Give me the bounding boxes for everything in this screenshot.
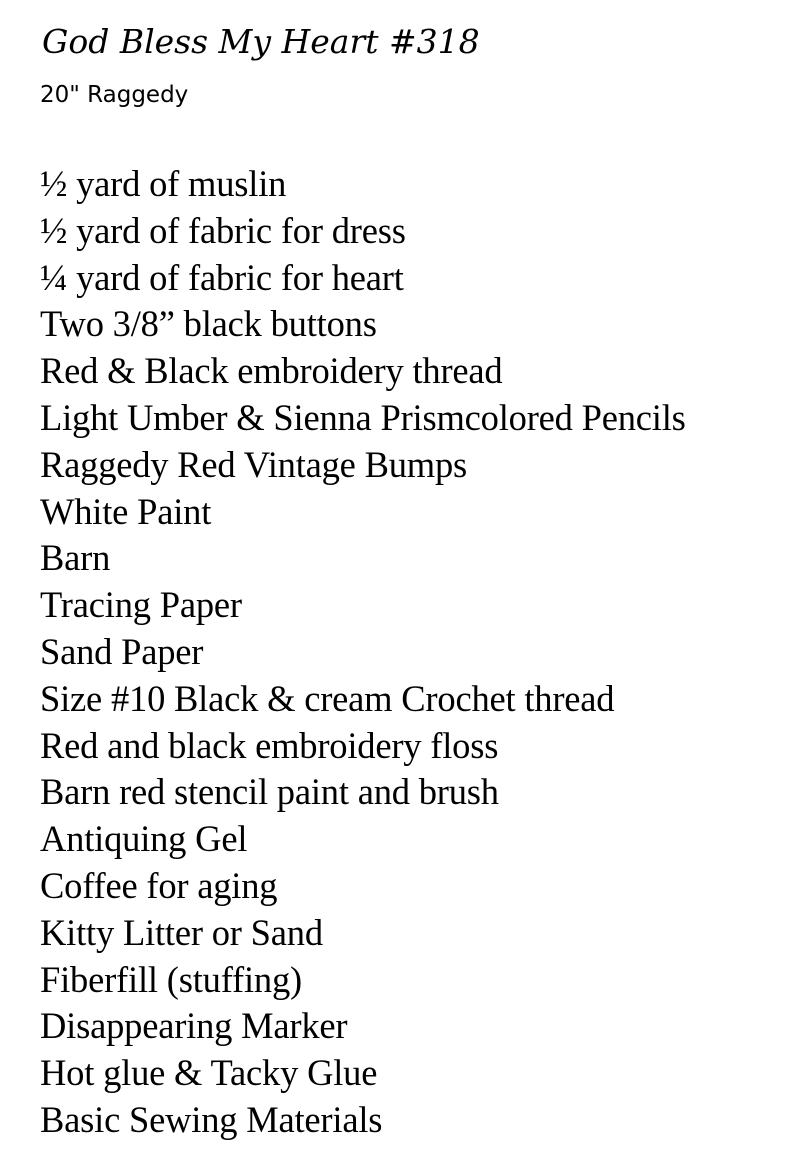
list-item: Fiberfill (stuffing) [40, 958, 302, 1000]
list-item: Size #10 Black & cream Crochet thread [40, 677, 615, 719]
list-item: Tracing Paper [40, 584, 242, 626]
list-item: Hot glue & Tacky Glue [40, 1052, 378, 1094]
list-item: ½ yard of fabric for dress [40, 209, 406, 251]
list-item: Barn [40, 537, 111, 579]
materials-list [40, 162, 686, 1145]
list-item: Barn red stencil paint and brush [40, 771, 499, 813]
list-item: Two 3/8” black buttons [40, 303, 377, 345]
list-item: ½ yard of muslin [40, 163, 287, 204]
list-item: White Paint [40, 490, 212, 532]
list-item: Red and black embroidery floss [40, 724, 499, 766]
list-item: Red & Black embroidery thread [40, 350, 503, 392]
list-item: Coffee for aging [40, 864, 278, 906]
page-subtitle: 20" Raggedy [40, 82, 189, 108]
list-item: Sand Paper [40, 630, 204, 672]
list-item: Kitty Litter or Sand [40, 911, 323, 953]
list-item: Light Umber & Sienna Prismcolored Pencils [40, 396, 686, 438]
list-item: Basic Sewing Materials [40, 1098, 383, 1140]
list-item: Antiquing Gel [40, 818, 248, 860]
list-item: ¼ yard of fabric for heart [40, 256, 404, 298]
list-item: Raggedy Red Vintage Bumps [40, 443, 468, 485]
page-title: God Bless My Heart #318 [42, 22, 480, 61]
list-item: Disappearing Marker [40, 1005, 348, 1047]
